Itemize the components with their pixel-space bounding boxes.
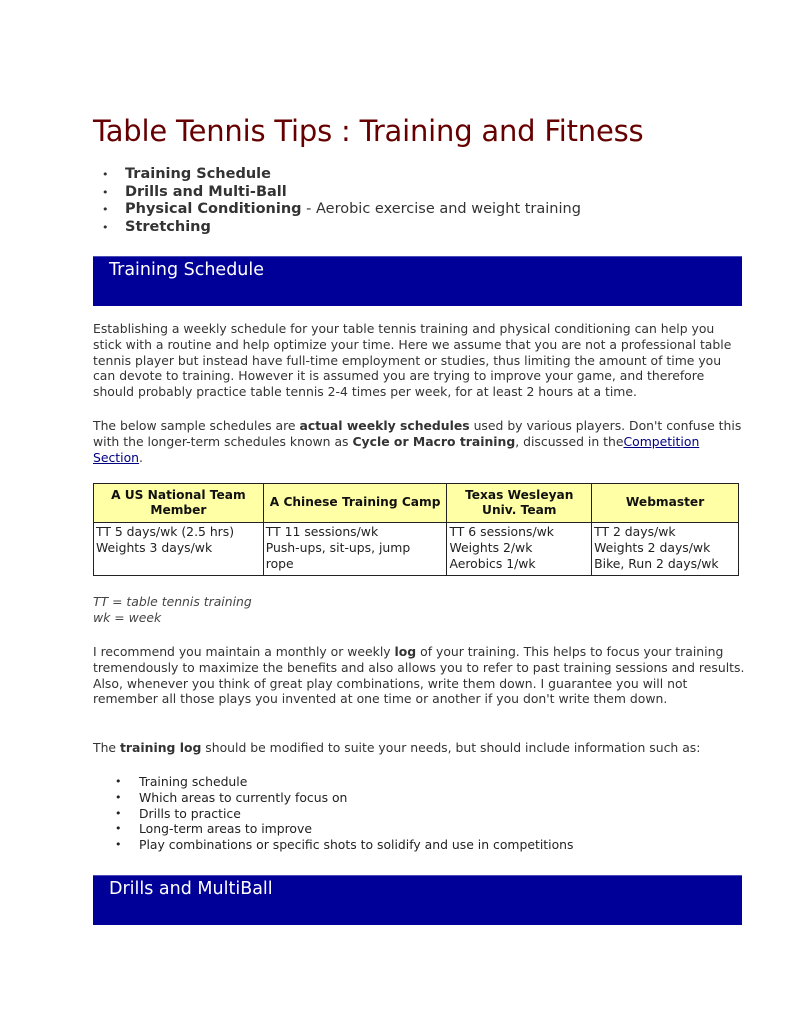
- page-title: Table Tennis Tips : Training and Fitness: [93, 114, 644, 148]
- abbreviation-notes: [93, 594, 252, 626]
- list-item: • Drills to practice: [93, 806, 573, 822]
- column-header: A US National Team Member: [94, 484, 264, 523]
- training-log-list: [93, 774, 573, 853]
- column-header: Webmaster: [592, 484, 739, 523]
- table-cell-chinese-camp: TT 11 sessions/wk Push-ups, sit-ups, jump rope: [263, 523, 447, 576]
- list-item: • Play combinations or specific shots to solidify and use in competitions: [93, 837, 573, 853]
- list-item: • Long-term areas to improve: [93, 821, 573, 837]
- column-header: Texas Wesleyan Univ. Team: [447, 484, 592, 523]
- table-row: [94, 523, 739, 576]
- note-line: wk = week: [93, 610, 162, 625]
- column-header: A Chinese Training Camp: [263, 484, 447, 523]
- note-line: TT = table tennis training: [93, 594, 252, 609]
- toc-item-drills[interactable]: • Drills and Multi-Ball: [93, 184, 693, 202]
- log-paragraph: I recommend you maintain a monthly or weekly log of your training. This helps to focus your training tremendously to maximize the benefits and also allows you to refer to past training sessions and results. Also, whenever you think of great play combinations, write them down. I guarantee you will not remember all those plays you invented at one time or another if you don't write them down.: [93, 644, 745, 707]
- samples-paragraph: The below sample schedules are actual weekly schedules used by various players. Don't confuse this with the longer-term schedules known as Cycle or Macro training, discussed in theCompetition Section.: [93, 418, 742, 465]
- list-item: • Training schedule: [93, 774, 573, 790]
- list-item: • Which areas to currently focus on: [93, 790, 573, 806]
- table-header-row: [94, 484, 739, 523]
- table-cell-webmaster: TT 2 days/wk Weights 2 days/wk Bike, Run 2 days/wk: [592, 523, 739, 576]
- intro-paragraph: Establishing a weekly schedule for your table tennis training and physical conditioning can help you stick with a routine and help optimize your time. Here we assume that you are not a professional table tennis player but instead have full-time employment or studies, thus limiting the amount of time you can devote to training. However it is assumed you are trying to improve your game, and therefore should probably practice table tennis 2-4 times per week, for at least 2 hours at a time.: [93, 321, 732, 400]
- section-heading-training-schedule: Training Schedule: [93, 256, 742, 306]
- table-of-contents: [93, 166, 693, 236]
- toc-item-stretching[interactable]: • Stretching: [93, 219, 693, 237]
- schedule-table: [93, 483, 739, 576]
- toc-item-training-schedule[interactable]: • Training Schedule: [93, 166, 693, 184]
- toc-item-physical-conditioning[interactable]: • Physical Conditioning - Aerobic exercise and weight training: [93, 201, 693, 219]
- table-cell-texas-wesleyan: TT 6 sessions/wk Weights 2/wk Aerobics 1/wk: [447, 523, 592, 576]
- table-cell-us-national: TT 5 days/wk (2.5 hrs) Weights 3 days/wk: [94, 523, 264, 576]
- section-heading-drills: Drills and MultiBall: [93, 875, 742, 925]
- training-log-paragraph: The training log should be modified to suite your needs, but should include information such as:: [93, 740, 701, 755]
- competition-section-link[interactable]: Competition Section: [93, 433, 700, 465]
